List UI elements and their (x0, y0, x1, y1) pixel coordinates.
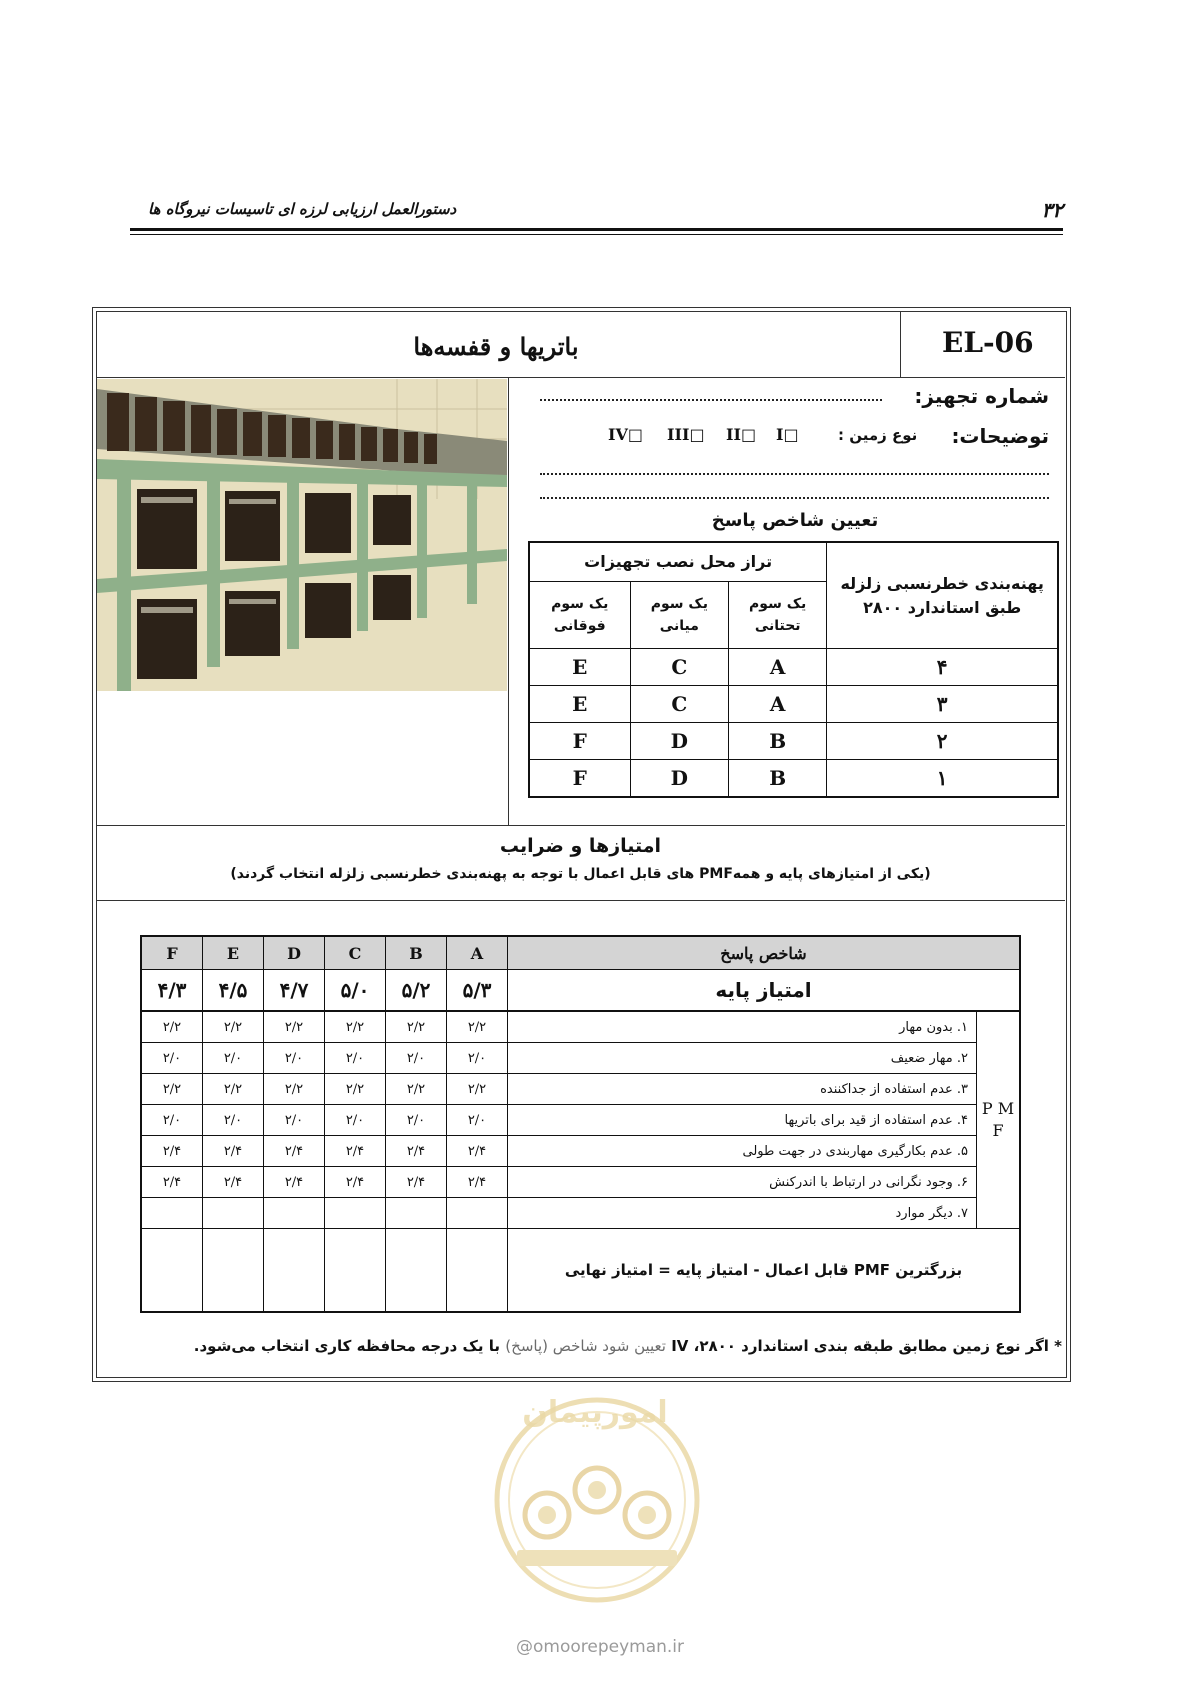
table-cell: ۲/۴ (203, 1167, 264, 1198)
table-cell: ۲/۴ (264, 1136, 325, 1167)
column-middle-third: یک سوم میانی (630, 582, 729, 649)
table-cell (386, 1198, 447, 1229)
installation-level-header: تراز محل نصب تجهیزات (529, 542, 827, 582)
table-row (141, 1198, 1020, 1229)
response-index-title: تعیین شاخص پاسخ (711, 510, 879, 531)
title-row-divider (96, 377, 1065, 378)
table-cell: ۲/۰ (203, 1105, 264, 1136)
table-cell: ۲/۰ (325, 1105, 386, 1136)
table-cell: ۲/۰ (264, 1043, 325, 1074)
table-cell: ۲/۴ (386, 1167, 447, 1198)
table-cell: ۲/۰ (447, 1105, 508, 1136)
table-cell (203, 1198, 264, 1229)
table-cell: ۲/۰ (141, 1105, 203, 1136)
section-divider (96, 825, 1065, 826)
table-cell: ۲/۲ (203, 1074, 264, 1105)
column-header-f: F (141, 936, 203, 970)
table-row (141, 1043, 1020, 1074)
final-score-f[interactable] (141, 1229, 203, 1313)
table-cell: ۲/۴ (447, 1136, 508, 1167)
watermark-logo-text: امورپیمان (522, 1395, 668, 1430)
scores-table (140, 935, 1021, 1313)
footnote (96, 1337, 1062, 1355)
base-score-c: ۵/۰ (325, 970, 386, 1012)
table-row (529, 649, 1058, 686)
table-row (529, 686, 1058, 723)
table-cell: F (529, 760, 630, 798)
criterion-label: ۲. مهار ضعیف (508, 1043, 977, 1074)
table-cell: ۲/۲ (203, 1011, 264, 1043)
final-score-c[interactable] (325, 1229, 386, 1313)
zone-cell: ۴ (827, 649, 1058, 686)
table-cell: ۲/۴ (264, 1167, 325, 1198)
table-cell: ۲/۴ (386, 1136, 447, 1167)
criterion-label: ۵. عدم بکارگیری مهاربندی در جهت طولی (508, 1136, 977, 1167)
criterion-label: ۴. عدم استفاده از قید برای باتریها (508, 1105, 977, 1136)
pmf-label: P M F (977, 1011, 1021, 1229)
table-cell (325, 1198, 386, 1229)
table-cell: ۲/۰ (264, 1105, 325, 1136)
header-rule (130, 228, 1063, 231)
table-cell: ۲/۲ (447, 1011, 508, 1043)
scores-note: (یکی از امتیازهای پایه و همهPMF های قابل اعمال با توجه به پهنه‌بندی خطرنسبی زلزله انتخاب گردند) (230, 866, 931, 882)
base-score-a: ۵/۳ (447, 970, 508, 1012)
ground-type-iii-checkbox[interactable]: III□ (667, 425, 705, 444)
base-score-f: ۴/۳ (141, 970, 203, 1012)
criterion-label: ۱. بدون مهار (508, 1011, 977, 1043)
table-cell: ۲/۴ (325, 1167, 386, 1198)
table-cell: D (630, 760, 729, 798)
table-cell: ۲/۰ (386, 1043, 447, 1074)
table-cell: ۲/۴ (141, 1167, 203, 1198)
footnote-part-1: * اگر نوع زمین مطابق طبقه بندی استاندارد ۲۸۰۰، IV (671, 1337, 1062, 1355)
table-cell: ۲/۴ (325, 1136, 386, 1167)
final-score-formula: بزرگترین PMF قابل اعمال - امتیاز پایه = امتیاز نهایی (508, 1229, 1021, 1313)
final-score-a[interactable] (447, 1229, 508, 1313)
column-header-d: D (264, 936, 325, 970)
table-cell: ۲/۲ (386, 1011, 447, 1043)
watermark-url: @omoorepeyman.ir (515, 1637, 685, 1657)
table-cell: ۲/۰ (203, 1043, 264, 1074)
response-index-table (528, 541, 1059, 798)
zone-cell: ۲ (827, 723, 1058, 760)
final-score-b[interactable] (386, 1229, 447, 1313)
criterion-label: ۳. عدم استفاده از جداکننده (508, 1074, 977, 1105)
table-cell: ۲/۲ (386, 1074, 447, 1105)
table-cell: E (529, 649, 630, 686)
footnote-part-3: با یک درجه محافظه کاری انتخاب می‌شود. (193, 1337, 501, 1355)
table-cell: ۲/۲ (141, 1011, 203, 1043)
table-cell: B (729, 760, 827, 798)
description-line-2[interactable] (540, 497, 1049, 499)
table-cell (447, 1198, 508, 1229)
table-row (529, 723, 1058, 760)
column-header-e: E (203, 936, 264, 970)
description-line-1[interactable] (540, 473, 1049, 475)
table-cell: ۲/۲ (264, 1011, 325, 1043)
table-cell: ۲/۲ (264, 1074, 325, 1105)
final-score-d[interactable] (264, 1229, 325, 1313)
table-cell: C (630, 649, 729, 686)
header-rule-thin (130, 234, 1063, 235)
table-cell: A (729, 649, 827, 686)
ground-type-label: نوع زمین : (838, 426, 918, 444)
ground-type-i-checkbox[interactable]: I□ (776, 425, 799, 444)
page-number: ۳۲ (1041, 198, 1063, 222)
table-cell: ۲/۲ (325, 1074, 386, 1105)
zone-cell: ۱ (827, 760, 1058, 798)
photo-divider (508, 377, 509, 825)
table-cell: ۲/۰ (325, 1043, 386, 1074)
description-label: توضیحات: (951, 424, 1049, 448)
zone-cell: ۳ (827, 686, 1058, 723)
base-score-e: ۴/۵ (203, 970, 264, 1012)
table-cell: ۲/۴ (203, 1136, 264, 1167)
equipment-number-field[interactable] (540, 399, 882, 401)
table-cell: ۲/۰ (141, 1043, 203, 1074)
scores-title: امتیازها و ضرایب (499, 835, 662, 857)
ground-type-iv-checkbox[interactable]: IV□ (608, 425, 644, 444)
table-row (141, 1136, 1020, 1167)
base-score-b: ۵/۲ (386, 970, 447, 1012)
table-row (141, 1167, 1020, 1198)
table-cell: D (630, 723, 729, 760)
table-cell: ۲/۰ (386, 1105, 447, 1136)
criterion-label: ۷. دیگر موارد (508, 1198, 977, 1229)
table-cell: ۲/۰ (447, 1043, 508, 1074)
criterion-label: ۶. وجود نگرانی در ارتباط با اندرکنش (508, 1167, 977, 1198)
battery-rack-photo (97, 379, 507, 691)
equipment-number-label: شماره تجهیز: (914, 384, 1049, 408)
table-cell (264, 1198, 325, 1229)
column-lower-third: یک سوم تحتانی (729, 582, 827, 649)
column-header-a: A (447, 936, 508, 970)
final-score-e[interactable] (203, 1229, 264, 1313)
document-title: دستورالعمل ارزیابی لرزه ای تاسیسات نیروگاه ها (148, 200, 457, 218)
table-row (141, 1105, 1020, 1136)
equipment-code: EL-06 (942, 326, 1034, 359)
base-score-label: امتیاز پایه (508, 970, 1021, 1012)
final-score-row (141, 1229, 1020, 1313)
table-cell: ۲/۴ (141, 1136, 203, 1167)
equipment-title: باتریها و قفسه‌ها (413, 332, 579, 361)
table-cell: ۲/۲ (141, 1074, 203, 1105)
seismic-zoning-header: پهنه‌بندی خطرنسبی زلزله طبق استاندارد ۲۸۰۰ (827, 542, 1058, 649)
base-score-d: ۴/۷ (264, 970, 325, 1012)
table-cell: ۲/۲ (325, 1011, 386, 1043)
column-upper-third: یک سوم فوقانی (529, 582, 630, 649)
table-cell: B (729, 723, 827, 760)
response-index-header: شاخص پاسخ (508, 936, 1021, 970)
table-cell: F (529, 723, 630, 760)
table-cell: A (729, 686, 827, 723)
table-cell: C (630, 686, 729, 723)
table-cell (141, 1198, 203, 1229)
footnote-part-2: تعیین شود شاخص (پاسخ) (505, 1337, 666, 1355)
ground-type-ii-checkbox[interactable]: II□ (726, 425, 757, 444)
table-cell: E (529, 686, 630, 723)
table-cell: ۲/۲ (447, 1074, 508, 1105)
table-row (529, 760, 1058, 798)
table-row (141, 1074, 1020, 1105)
column-header-b: B (386, 936, 447, 970)
table-row (141, 1011, 1020, 1043)
table-cell: ۲/۴ (447, 1167, 508, 1198)
code-divider (900, 311, 901, 377)
column-header-c: C (325, 936, 386, 970)
scores-header-divider (96, 900, 1065, 901)
